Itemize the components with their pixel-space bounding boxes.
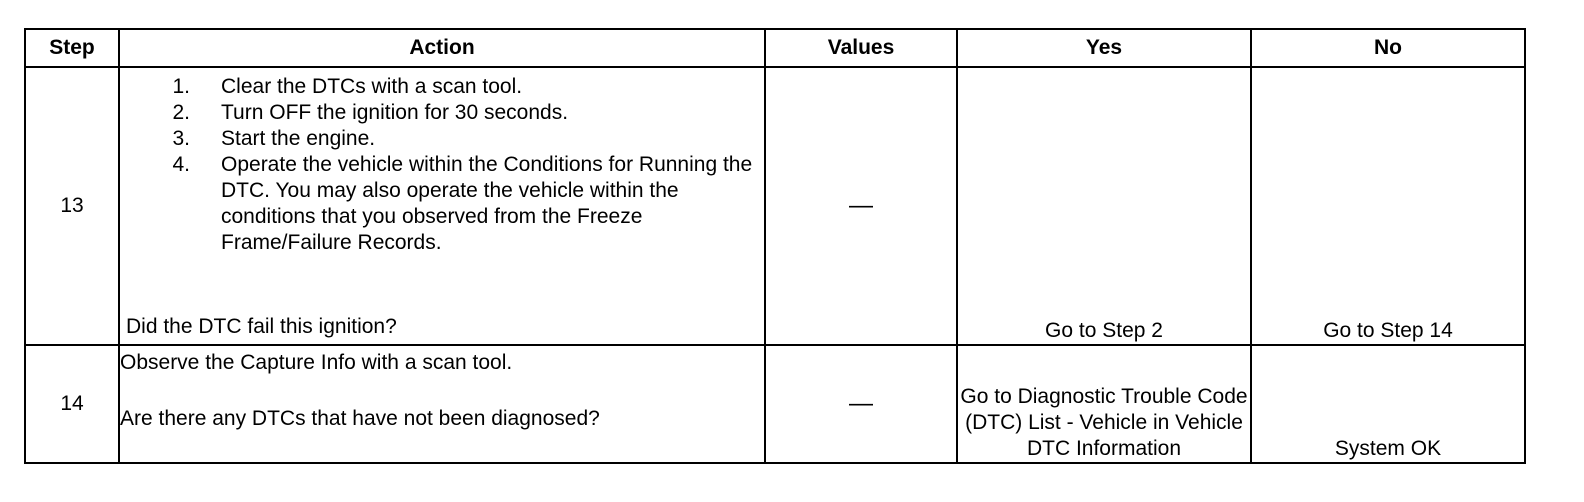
values-cell: — <box>765 345 957 463</box>
list-item-number: 3. <box>172 127 190 150</box>
list-item <box>120 74 764 100</box>
list-item-number: 2. <box>172 101 190 124</box>
list-item-number: 4. <box>172 153 190 176</box>
values-cell: — <box>765 67 957 345</box>
list-item-text: Clear the DTCs with a scan tool. <box>221 75 523 98</box>
list-item-text: Operate the vehicle within the Conditions for Running the DTC. You may also operate the vehicle within the conditions that you observed from the Freeze Frame/Failure Records. <box>221 153 753 254</box>
action-cell <box>119 67 765 345</box>
action-steps-list <box>120 74 764 256</box>
header-action: Action <box>119 29 765 67</box>
diagnostic-table <box>24 28 1526 464</box>
step-number: 13 <box>25 67 119 345</box>
list-item <box>120 152 764 256</box>
list-item-text: Turn OFF the ignition for 30 seconds. <box>221 101 569 124</box>
list-item <box>120 126 764 152</box>
step-number: 14 <box>25 345 119 463</box>
table-row-step-13 <box>25 67 1525 345</box>
header-row <box>25 29 1525 67</box>
list-item-text: Start the engine. <box>221 127 376 150</box>
action-instruction: Observe the Capture Info with a scan tool. <box>120 351 513 374</box>
list-item-number: 1. <box>172 75 190 98</box>
table-row-step-14 <box>25 345 1525 463</box>
header-yes: Yes <box>957 29 1251 67</box>
action-cell <box>119 345 765 463</box>
list-item <box>120 100 764 126</box>
no-outcome: System OK <box>1251 345 1525 463</box>
no-outcome: Go to Step 14 <box>1251 67 1525 345</box>
header-values: Values <box>765 29 957 67</box>
header-step: Step <box>25 29 119 67</box>
yes-outcome: Go to Step 2 <box>957 67 1251 345</box>
header-no: No <box>1251 29 1525 67</box>
action-question: Are there any DTCs that have not been diagnosed? <box>120 407 600 430</box>
yes-outcome: Go to Diagnostic Trouble Code (DTC) List - Vehicle in Vehicle DTC Information <box>957 345 1251 463</box>
action-question: Did the DTC fail this ignition? <box>126 315 397 338</box>
